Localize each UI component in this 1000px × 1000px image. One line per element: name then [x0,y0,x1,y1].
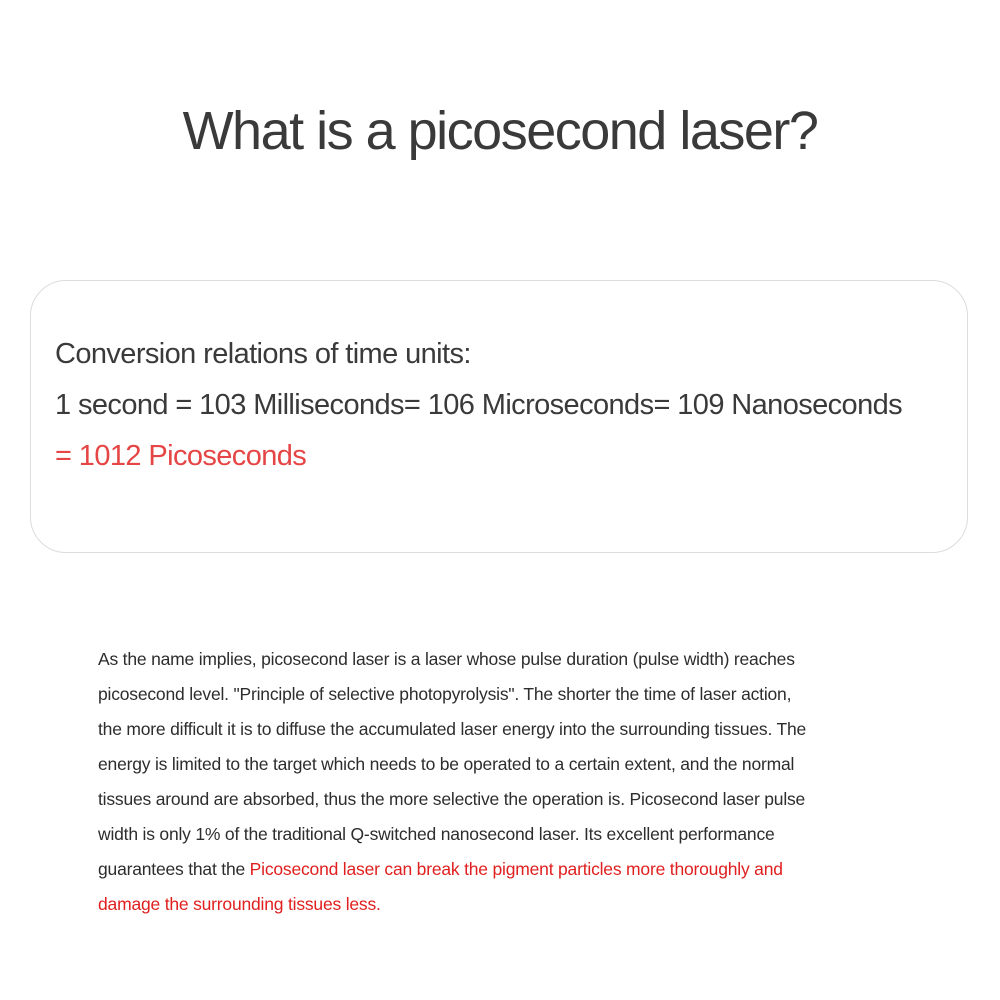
paragraph-line [98,852,913,887]
paragraph-line [98,782,913,817]
paragraph-text: energy is limited to the target which needs to be operated to a certain extent, and the normal [98,754,795,774]
description-paragraph [98,642,913,922]
conversion-equation: 1 second = 103 Milliseconds= 106 Microseconds= 109 Nanoseconds [55,389,903,421]
paragraph-text: tissues around are absorbed, thus the more selective the operation is. Picosecond laser pulse [98,789,806,809]
paragraph-text: width is only 1% of the traditional Q-switched nanosecond laser. Its excellent performance [98,824,775,844]
paragraph-line [98,712,913,747]
page-title: What is a picosecond laser? [182,101,818,161]
paragraph-text: As the name implies, picosecond laser is a laser whose pulse duration (pulse width) reaches [98,649,795,669]
paragraph-text-red: damage the surrounding tissues less. [98,894,381,914]
conversion-equation-picoseconds: = 1012 Picoseconds [55,440,307,472]
paragraph-line [98,642,913,677]
paragraph-line [98,747,913,782]
paragraph-line [98,817,913,852]
conversion-units-box [30,280,968,553]
paragraph-text: guarantees that the [98,859,250,879]
paragraph-line [98,677,913,712]
paragraph-text: picosecond level. "Principle of selective photopyrolysis". The shorter the time of laser action, [98,684,792,704]
paragraph-line [98,887,913,922]
paragraph-text: the more difficult it is to diffuse the accumulated laser energy into the surrounding tissues. The [98,719,807,739]
conversion-heading: Conversion relations of time units: [55,338,471,370]
paragraph-text-red: Picosecond laser can break the pigment particles more thoroughly and [249,859,783,879]
